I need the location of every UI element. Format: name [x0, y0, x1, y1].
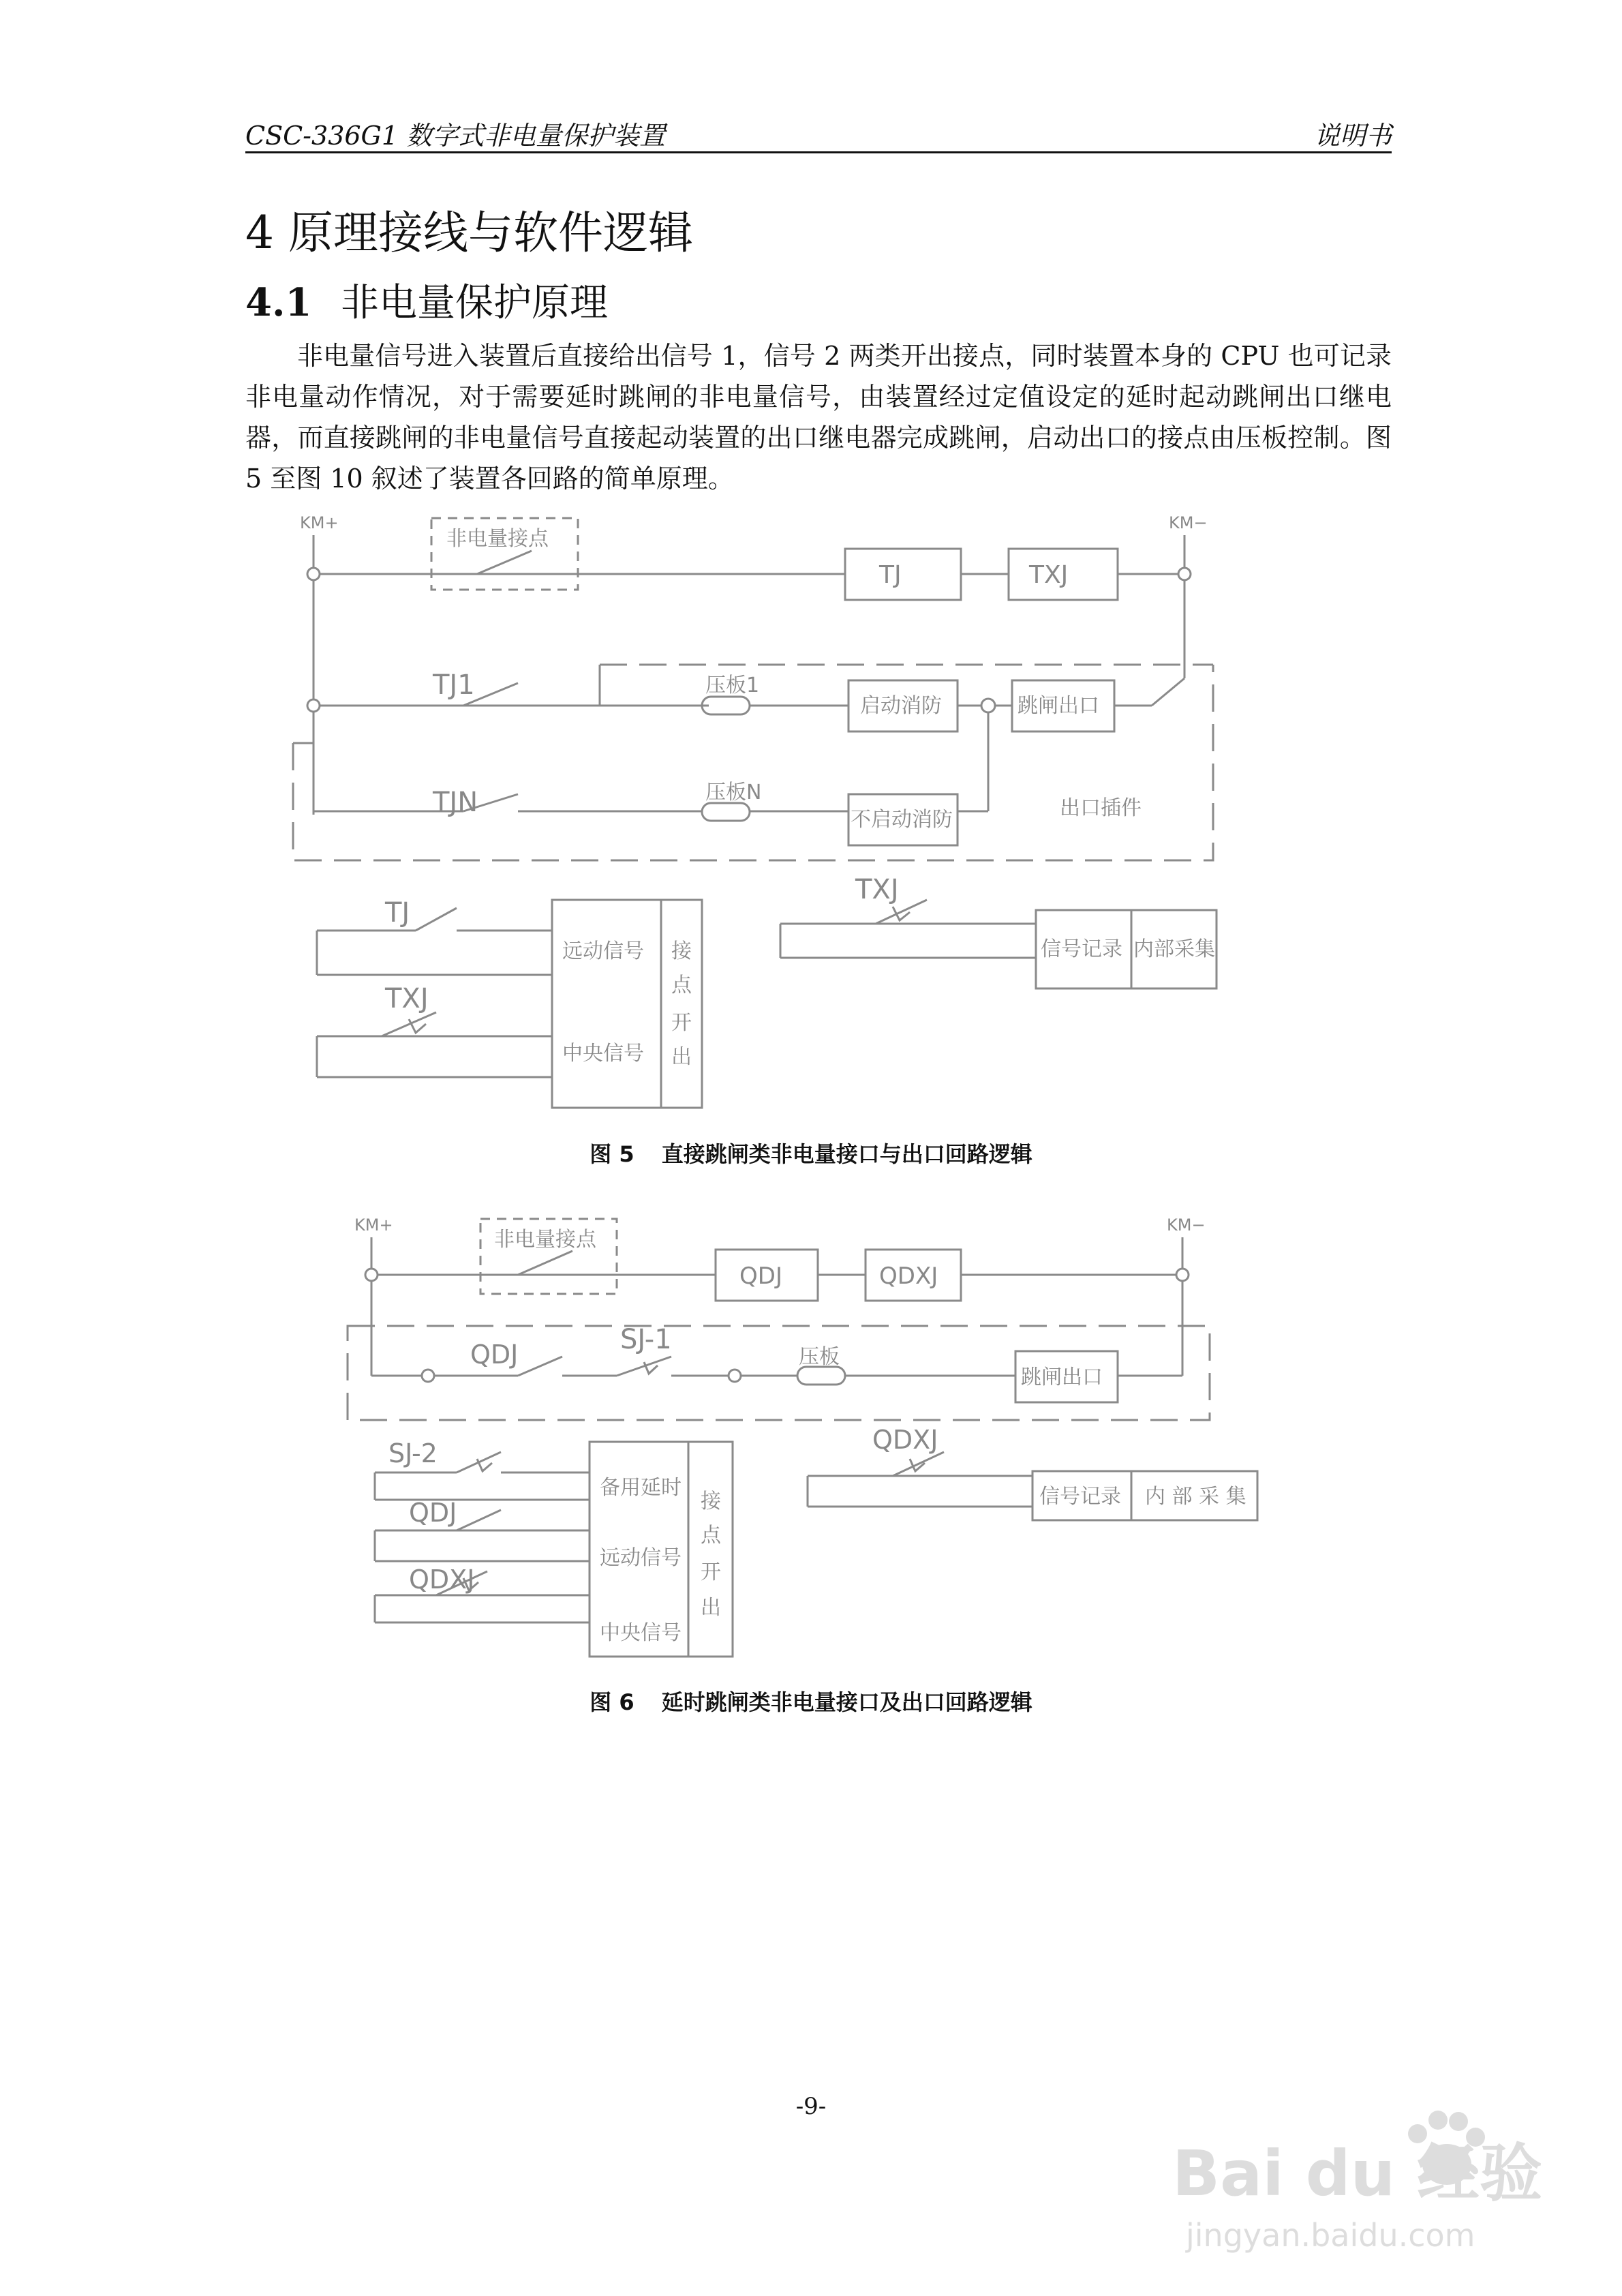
fig5-no-start-fire: 不启动消防 [851, 808, 953, 832]
fig6-km-minus: KM− [1167, 1215, 1206, 1235]
subsection-number: 4.1 [245, 280, 312, 325]
fig6-backup-delay: 备用延时 [600, 1476, 682, 1500]
fig5-txj-contact-right: TXJ [855, 874, 899, 905]
figure6-caption-number: 图 6 [590, 1689, 634, 1715]
fig5-txj-box: TXJ [1029, 561, 1069, 589]
fig6-qdxj-contact-right: QDXJ [872, 1425, 938, 1455]
header-title: CSC-336G1 数字式非电量保护装置 [245, 121, 666, 151]
fig5-central-signal: 中央信号 [562, 1042, 644, 1066]
fig5-platen1: 压板1 [705, 674, 760, 697]
fig6-remote-signal: 远动信号 [600, 1546, 682, 1570]
fig6-signal-record: 信号记录 [1039, 1485, 1121, 1509]
header-doc-type: 说明书 [1313, 121, 1392, 151]
fig6-central-signal: 中央信号 [600, 1621, 682, 1645]
fig6-contact-out-1: 接 [701, 1490, 721, 1513]
fig6-qdxj-contact-b: QDXJ [409, 1565, 475, 1595]
fig6-qdj-contact-b: QDJ [409, 1498, 457, 1528]
page-number: -9- [795, 2093, 827, 2120]
watermark-brand: Bai du 经验 [1172, 2137, 1543, 2210]
watermark-url: jingyan.baidu.com [1186, 2217, 1475, 2254]
fig6-trip-out: 跳闸出口 [1021, 1365, 1103, 1389]
fig5-platenN: 压板N [705, 781, 762, 804]
fig6-qdj-contact: QDJ [470, 1340, 519, 1370]
fig5-tj-contact: TJ [385, 897, 410, 928]
fig5-contact-out-4: 出 [671, 1045, 692, 1069]
section-title: 4 原理接线与软件逻辑 [245, 207, 693, 259]
fig6-qdxj-box: QDXJ [879, 1263, 938, 1290]
fig6-contact-out-3: 开 [701, 1560, 721, 1584]
fig5-contact-out-1: 接 [671, 939, 692, 963]
fig5-tj1-label: TJ1 [433, 669, 475, 701]
fig5-km-minus: KM− [1169, 513, 1208, 532]
fig6-contact-out-4: 出 [701, 1596, 721, 1620]
fig6-sj2-label: SJ-2 [388, 1438, 438, 1468]
figure5-caption-text: 直接跳闸类非电量接口与出口回路逻辑 [661, 1141, 1032, 1167]
fig6-sj1-label: SJ-1 [620, 1324, 672, 1355]
fig5-contact-out-2: 点 [671, 973, 692, 997]
fig5-out-plugin: 出口插件 [1060, 796, 1142, 820]
fig6-contact-out-2: 点 [701, 1524, 721, 1547]
fig5-remote-signal: 远动信号 [562, 939, 644, 963]
fig6-nonelec-contact: 非电量接点 [494, 1228, 596, 1252]
fig5-km-plus: KM+ [300, 513, 339, 532]
figure5-caption [0, 1137, 1622, 1168]
fig5-nonelec-contact: 非电量接点 [446, 527, 549, 551]
figure6-caption-text: 延时跳闸类非电量接口及出口回路逻辑 [661, 1689, 1032, 1715]
subsection-label: 非电量保护原理 [341, 281, 608, 325]
fig5-trip-out: 跳闸出口 [1017, 694, 1099, 718]
figure5-caption-number: 图 5 [590, 1141, 634, 1167]
fig5-signal-record: 信号记录 [1041, 937, 1122, 961]
fig5-internal-collect: 内部采集 [1133, 937, 1215, 961]
paragraph-text: 非电量信号进入装置后直接给出信号 1，信号 2 两类开出接点，同时装置本身的 CPU 也可记录非电量动作情况，对于需要延时跳闸的非电量信号，由装置经过定值设定的延时起动跳闸出口继电器，而直接跳闸的非电量信号直接起动装置的出口继电器完成跳闸，启动出口的接点由压板控制。图 5 至图 10 叙述了装置各回路的简单原理。 [245, 341, 1392, 494]
figure6-diagram [348, 1219, 1257, 1657]
figure6-caption [0, 1685, 1622, 1717]
fig6-internal-collect: 内 部 采 集 [1145, 1485, 1246, 1509]
fig5-start-fire: 启动消防 [860, 694, 942, 718]
fig6-platen: 压板 [799, 1345, 840, 1369]
fig5-txj-contact: TXJ [385, 983, 429, 1014]
fig5-tjn-label: TJN [433, 787, 478, 818]
fig5-contact-out-3: 开 [671, 1011, 692, 1035]
fig6-km-plus: KM+ [354, 1215, 393, 1235]
baidu-watermark [1172, 2106, 1554, 2256]
fig5-tj-box: TJ [879, 561, 902, 589]
fig6-qdj-box: QDJ [739, 1263, 782, 1290]
